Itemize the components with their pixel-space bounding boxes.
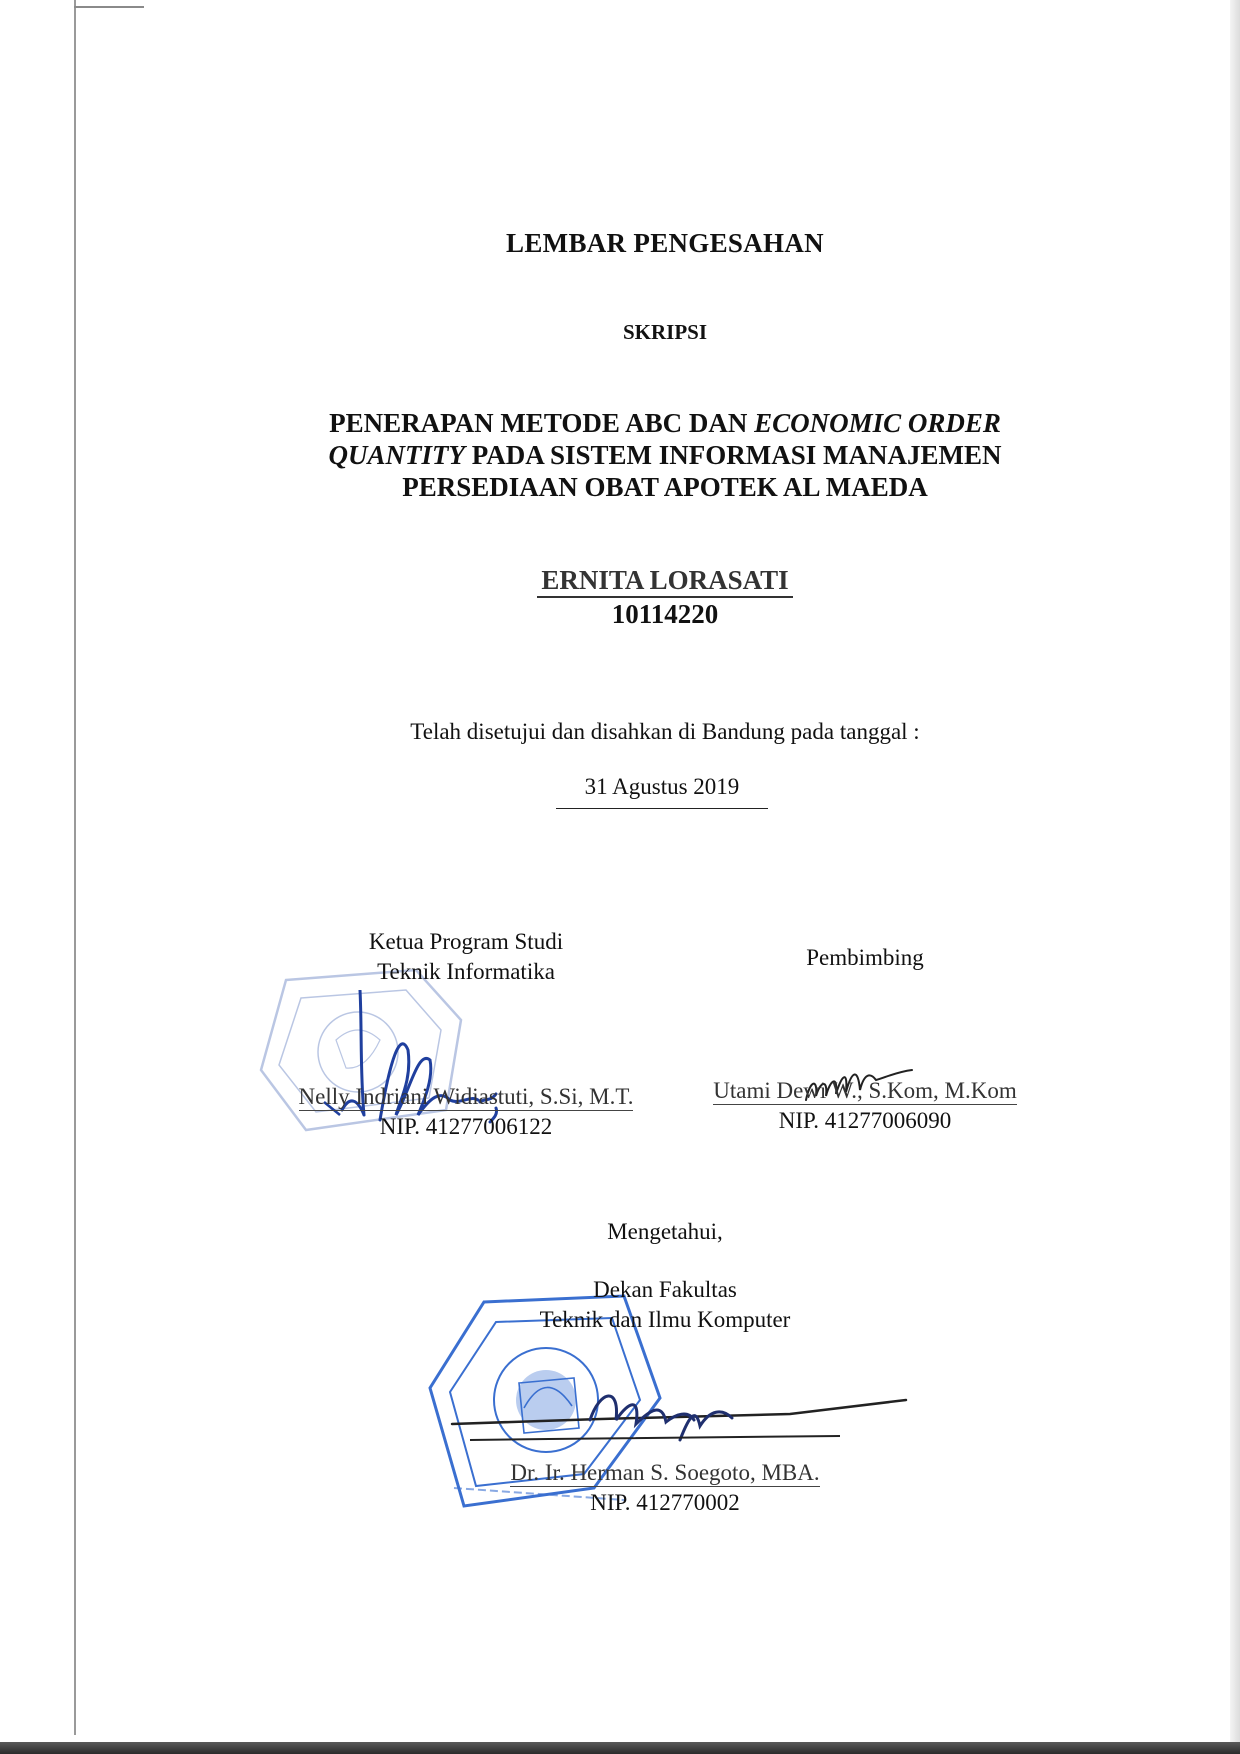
thesis-title-italic-2: QUANTITY bbox=[328, 440, 465, 470]
approval-statement: Telah disetujui dan disahkan di Bandung pada tanggal : bbox=[410, 719, 920, 744]
author-block bbox=[0, 565, 1240, 630]
right-role: Pembimbing bbox=[806, 945, 924, 970]
thesis-title bbox=[0, 407, 1240, 503]
thesis-title-part-2: PADA SISTEM INFORMASI MANAJEMEN bbox=[464, 440, 1002, 470]
thesis-title-line-3: PERSEDIAAN OBAT APOTEK AL MAEDA bbox=[402, 472, 928, 502]
dean-role-line-2: Teknik dan Ilmu Komputer bbox=[539, 1307, 791, 1332]
acknowledged-label: Mengetahui, bbox=[607, 1219, 723, 1244]
signatory-left bbox=[256, 927, 676, 1142]
left-signatory-nip: NIP. 41277006122 bbox=[379, 1114, 553, 1139]
page-top-edge bbox=[74, 6, 144, 8]
author-nim: 10114220 bbox=[611, 599, 719, 629]
left-role-line-2: Teknik Informatika bbox=[377, 959, 555, 984]
approval-date: 31 Agustus 2019 bbox=[556, 774, 768, 809]
left-signatory-name: Nelly Indriani Widiastuti, S.Si, M.T. bbox=[298, 1084, 634, 1109]
dean-role-line-1: Dekan Fakultas bbox=[593, 1277, 737, 1302]
right-signatory-name: Utami Dewi W., S.Kom, M.Kom bbox=[713, 1078, 1017, 1103]
scan-bottom-bar bbox=[0, 1742, 1240, 1754]
left-role-line-1: Ketua Program Studi bbox=[368, 929, 564, 954]
signatory-right bbox=[690, 943, 1040, 1136]
dean-signatory-name: Dr. Ir. Herman S. Soegoto, MBA. bbox=[510, 1460, 820, 1485]
right-signatory-nip: NIP. 41277006090 bbox=[778, 1108, 952, 1133]
thesis-title-italic-1: ECONOMIC ORDER bbox=[754, 408, 1001, 438]
dean-signatory-nip: NIP. 412770002 bbox=[590, 1490, 740, 1515]
thesis-title-part-1: PENERAPAN METODE ABC DAN bbox=[329, 408, 755, 438]
thesis-title-line-2 bbox=[0, 439, 1240, 471]
document-title: LEMBAR PENGESAHAN bbox=[506, 228, 824, 258]
dean-signatory bbox=[0, 1275, 1240, 1518]
author-name: ERNITA LORASATI bbox=[537, 565, 792, 598]
thesis-title-line-1 bbox=[0, 407, 1240, 439]
document-type: SKRIPSI bbox=[622, 320, 708, 344]
